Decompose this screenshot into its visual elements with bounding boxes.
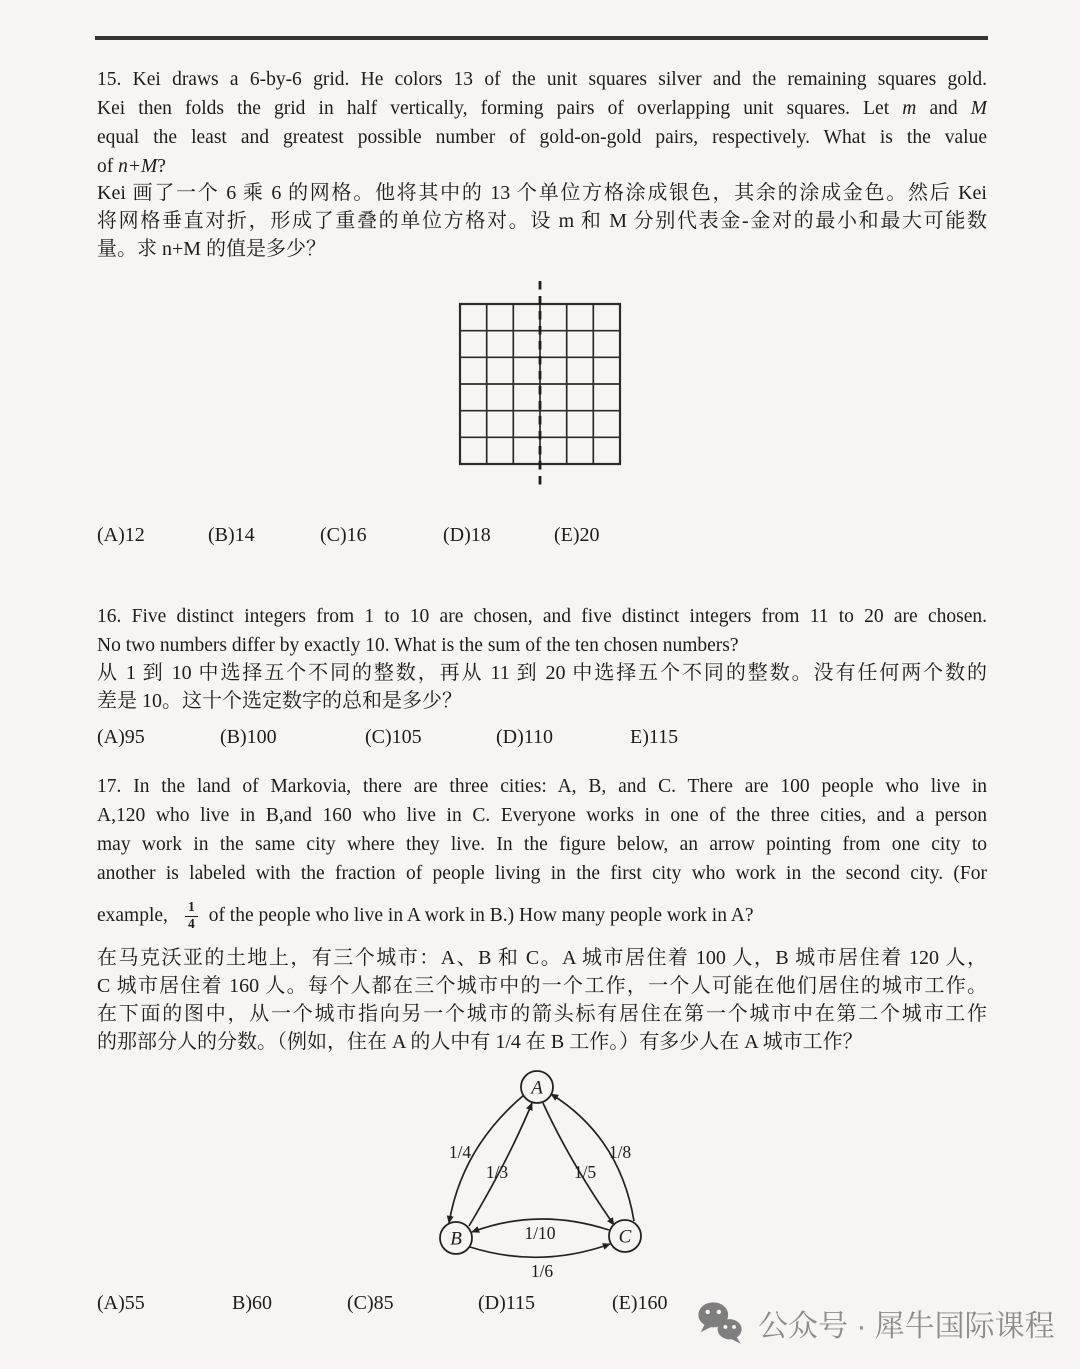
footer-brand bbox=[695, 1298, 1055, 1348]
text-line: 16. Five distinct integers from 1 to 10 are chosen, and five distinct integers from 11 to 20 are chosen. bbox=[97, 606, 987, 627]
text-line: 15. Kei draws a 6-by-6 grid. He colors 13 of the unit squares silver and the remaining squares gold. bbox=[97, 69, 987, 90]
edge-b-to-c bbox=[470, 1244, 610, 1257]
text-segment: of the people who live in A work in B.) How many people work in A? bbox=[208, 905, 754, 926]
edge-label-cb: 1/10 bbox=[524, 1223, 556, 1243]
text-segment: ? bbox=[157, 156, 166, 177]
choice-option: (D)115 bbox=[478, 1292, 536, 1314]
edge-label-bc: 1/6 bbox=[530, 1261, 554, 1281]
fraction-one-fourth bbox=[185, 900, 198, 932]
choice-option: (B)100 bbox=[220, 726, 277, 748]
text-segment: and bbox=[916, 98, 971, 119]
choice-option: (C)85 bbox=[347, 1292, 394, 1314]
choice-option: (D)18 bbox=[443, 524, 491, 546]
text-segment: of bbox=[97, 156, 119, 177]
choice-option: (A)12 bbox=[97, 524, 145, 546]
text-line: 将网格垂直对折，形成了重叠的单位方格对。设 m 和 M 分别代表金-金对的最小和最大可能数 bbox=[97, 210, 987, 232]
text-line: A,120 who live in B,and 160 who live in C. Everyone works in one of the three cities, and a person bbox=[97, 805, 987, 826]
text-line: 从 1 到 10 中选择五个不同的整数，再从 11 到 20 中选择五个不同的整数。没有任何两个数的 bbox=[97, 662, 987, 684]
text-segment: example, bbox=[97, 905, 168, 926]
text-line: 差是 10。这十个选定数字的总和是多少？ bbox=[97, 690, 462, 712]
footer-brand-text: 公众号 · 犀牛国际课程 bbox=[758, 1310, 1055, 1343]
text-segment: Kei then folds the grid in half vertically, forming pairs of overlapping unit squares. Let bbox=[97, 98, 903, 119]
top-rule bbox=[95, 36, 988, 40]
text-line: Kei 画了一个 6 乘 6 的网格。他将其中的 13 个单位方格涂成银色，其余的涂成金色。然后 Kei bbox=[97, 182, 987, 204]
wechat-icon bbox=[695, 1300, 745, 1347]
math-variable: n+M bbox=[118, 156, 158, 177]
text-line: 的那部分人的分数。（例如，住在 A 的人中有 1/4 在 B 工作。）有多少人在 A 城市工作？ bbox=[97, 1031, 863, 1053]
text-line bbox=[97, 152, 987, 181]
choice-option: (A)55 bbox=[97, 1292, 145, 1314]
node-b-label: B bbox=[450, 1228, 462, 1250]
text-line: No two numbers differ by exactly 10. What is the sum of the ten chosen numbers? bbox=[97, 635, 739, 656]
math-variable: M bbox=[970, 98, 987, 119]
problem-15-chinese bbox=[97, 179, 987, 263]
problem-16-chinese bbox=[97, 659, 987, 715]
edge-label-ac: 1/5 bbox=[573, 1162, 597, 1182]
problem-15-english bbox=[97, 65, 987, 181]
text-line: 在马克沃亚的土地上，有三个城市：A、B 和 C。A 城市居住着 100 人，B 城市居住着 120 人， bbox=[97, 947, 987, 969]
choice-option: (C)105 bbox=[365, 726, 422, 748]
problem-16-english bbox=[97, 602, 987, 660]
text-line: 在下面的图中，从一个城市指向另一个城市的箭头标有居住在第一个城市中在第二个城市工作 bbox=[97, 1003, 987, 1025]
text-line: may work in the same city where they live. In the figure below, an arrow pointing from one city to bbox=[97, 834, 987, 855]
choice-option: (A)95 bbox=[97, 726, 145, 748]
choice-option: B)60 bbox=[232, 1292, 272, 1314]
node-a-label: A bbox=[531, 1077, 543, 1099]
choice-option: E)115 bbox=[630, 726, 679, 748]
fraction-numerator: 1 bbox=[185, 900, 198, 916]
problem-17-example-line bbox=[97, 893, 987, 939]
edge-label-ba: 1/3 bbox=[485, 1162, 509, 1182]
problem-15-choices bbox=[97, 521, 987, 550]
text-line: 17. In the land of Markovia, there are three cities: A, B, and C. There are 100 people who live in bbox=[97, 776, 987, 797]
edge-label-ab: 1/4 bbox=[448, 1142, 472, 1162]
problem-17-english bbox=[97, 772, 987, 888]
text-line: C 城市居住着 160 人。每个人都在三个城市中的一个工作，一个人可能在他们居住的城市工作。 bbox=[97, 975, 987, 997]
choice-option: (E)20 bbox=[554, 524, 600, 546]
problem-17-chinese bbox=[97, 944, 987, 1056]
fraction-denominator: 4 bbox=[187, 916, 195, 931]
city-graph-figure bbox=[410, 1062, 670, 1288]
text-line bbox=[97, 94, 987, 123]
choice-option: (E)160 bbox=[612, 1292, 668, 1314]
problem-16-choices bbox=[97, 723, 987, 752]
edge-label-ca: 1/8 bbox=[608, 1142, 632, 1162]
fold-grid-figure bbox=[448, 276, 632, 494]
math-variable: m bbox=[902, 98, 917, 119]
text-line: 量。求 n+M 的值是多少？ bbox=[97, 238, 327, 260]
choice-option: (D)110 bbox=[496, 726, 554, 748]
text-line: another is labeled with the fraction of people living in the first city who work in the second city. (For bbox=[97, 863, 987, 884]
text-line: equal the least and greatest possible number of gold-on-gold pairs, respectively. What is the value bbox=[97, 127, 987, 148]
choice-option: (B)14 bbox=[208, 524, 255, 546]
node-c-label: C bbox=[618, 1226, 632, 1248]
choice-option: (C)16 bbox=[320, 524, 367, 546]
